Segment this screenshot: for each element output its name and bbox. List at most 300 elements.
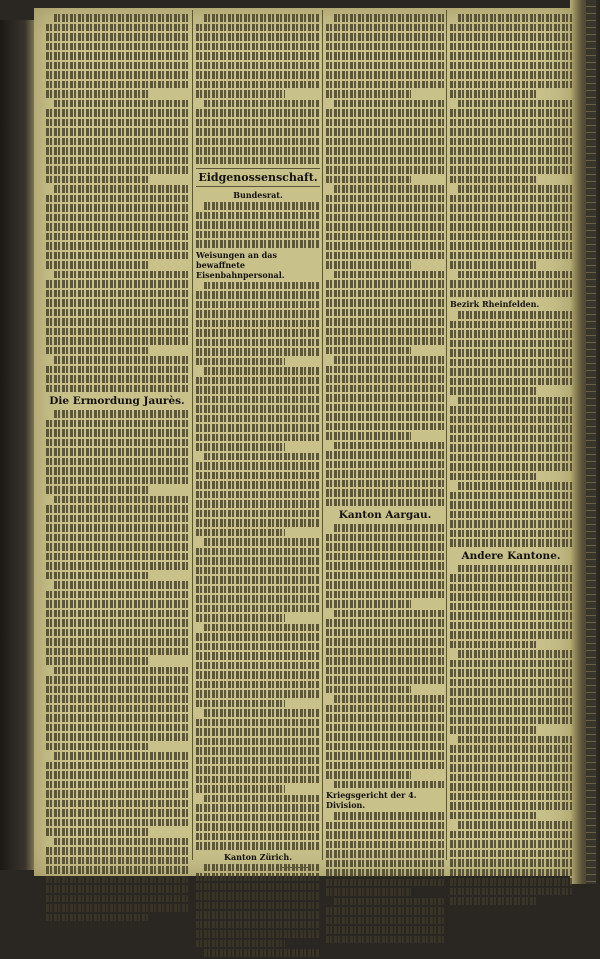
text-line <box>196 81 320 89</box>
column-4 <box>450 14 572 907</box>
text-line <box>450 802 572 810</box>
text-line <box>326 638 444 646</box>
text-line <box>326 879 444 887</box>
text-line <box>326 299 444 307</box>
text-line <box>450 368 572 376</box>
text-line <box>450 669 572 677</box>
text-line <box>46 562 188 570</box>
subheading-kriegsgericht: Kriegsgericht der 4. Division. <box>326 790 417 810</box>
text-line <box>46 33 188 41</box>
text-line <box>458 397 572 405</box>
text-line <box>204 367 320 375</box>
text-line <box>196 785 285 793</box>
text-line <box>204 100 320 108</box>
text-line <box>450 280 572 288</box>
text-line <box>458 100 572 108</box>
text-line <box>46 233 188 241</box>
text-line <box>326 214 444 222</box>
text-line <box>326 572 444 580</box>
text-line <box>450 252 572 260</box>
text-line <box>196 43 320 51</box>
text-line <box>326 534 444 542</box>
text-line <box>46 885 188 893</box>
text-line <box>450 157 572 165</box>
text-line <box>450 584 572 592</box>
text-line <box>46 204 188 212</box>
text-line <box>46 477 188 485</box>
text-line <box>196 240 320 248</box>
text-line <box>46 119 188 127</box>
text-line <box>46 686 188 694</box>
text-line <box>450 812 538 820</box>
text-line <box>46 109 188 117</box>
text-block <box>326 524 444 788</box>
text-line <box>46 866 188 874</box>
text-line <box>326 24 444 32</box>
text-line <box>326 600 411 608</box>
text-line <box>334 898 444 906</box>
text-line <box>458 821 572 829</box>
text-line <box>450 473 538 481</box>
text-line <box>450 233 572 241</box>
text-line <box>450 603 572 611</box>
section-heading-aargau: Kanton Aargau. <box>338 509 432 521</box>
text-line <box>196 823 320 831</box>
text-line <box>196 586 320 594</box>
text-line <box>196 491 320 499</box>
text-line <box>326 366 444 374</box>
text-line <box>196 329 320 337</box>
text-line <box>326 252 444 260</box>
text-line <box>326 71 444 79</box>
footer-rule <box>280 867 310 868</box>
text-line <box>196 567 320 575</box>
column-1 <box>46 14 188 923</box>
text-line <box>46 347 148 355</box>
text-line <box>196 231 320 239</box>
text-line <box>326 261 411 269</box>
text-line <box>326 619 444 627</box>
text-line <box>450 128 572 136</box>
text-line <box>326 138 444 146</box>
text-line <box>326 394 444 402</box>
text-line <box>450 444 572 452</box>
text-line <box>196 396 320 404</box>
book-left-edge <box>0 20 36 870</box>
text-line <box>326 499 444 507</box>
book-spine <box>570 0 600 884</box>
text-line <box>326 204 444 212</box>
text-line <box>46 128 188 136</box>
text-line <box>450 660 572 668</box>
text-line <box>326 489 444 497</box>
text-line <box>326 43 444 51</box>
text-line <box>450 242 572 250</box>
text-line <box>450 593 572 601</box>
text-line <box>196 310 320 318</box>
text-line <box>326 318 444 326</box>
text-line <box>196 33 320 41</box>
text-line <box>326 917 444 925</box>
text-line <box>450 52 572 60</box>
text-line <box>450 290 572 298</box>
text-line <box>204 709 320 717</box>
text-line <box>46 629 188 637</box>
column-rule <box>446 10 447 860</box>
text-line <box>46 591 188 599</box>
text-line <box>326 375 444 383</box>
article-heading-jaures: Die Ermordung Jaurès. <box>49 395 185 407</box>
text-line <box>326 147 444 155</box>
text-line <box>46 52 188 60</box>
text-line <box>196 109 320 117</box>
text-line <box>450 166 572 174</box>
text-line <box>196 548 320 556</box>
text-line <box>326 860 444 868</box>
text-line <box>196 138 320 146</box>
text-line <box>46 771 188 779</box>
text-line <box>196 62 320 70</box>
text-line <box>46 895 188 903</box>
text-line <box>46 261 148 269</box>
column-2 <box>196 14 320 959</box>
text-line <box>450 897 538 905</box>
text-line <box>326 762 444 770</box>
text-line <box>46 809 188 817</box>
text-line <box>450 119 572 127</box>
text-line <box>450 454 572 462</box>
text-line <box>450 321 572 329</box>
text-line <box>196 728 320 736</box>
text-line <box>450 138 572 146</box>
text-line <box>196 212 320 220</box>
text-line <box>196 128 320 136</box>
text-line <box>46 619 188 627</box>
text-line <box>46 781 188 789</box>
text-line <box>326 562 444 570</box>
text-line <box>334 185 444 193</box>
text-line <box>46 648 188 656</box>
text-line <box>46 543 188 551</box>
text-line <box>326 591 444 599</box>
text-line <box>54 581 188 589</box>
text-line <box>196 358 285 366</box>
text-line <box>196 652 320 660</box>
text-line <box>196 747 320 755</box>
text-block <box>196 14 320 164</box>
text-line <box>196 804 320 812</box>
text-line <box>46 81 188 89</box>
text-line <box>326 280 444 288</box>
text-line <box>46 280 188 288</box>
text-line <box>54 271 188 279</box>
text-line <box>334 271 444 279</box>
text-line <box>326 347 411 355</box>
text-line <box>196 700 285 708</box>
text-line <box>46 800 188 808</box>
text-line <box>458 14 572 22</box>
text-line <box>326 404 444 412</box>
text-line <box>46 914 148 922</box>
text-line <box>46 147 188 155</box>
text-line <box>450 349 572 357</box>
section-heading-andere-kantone: Andere Kantone. <box>461 549 561 562</box>
column-rule <box>192 10 193 860</box>
text-line <box>46 657 148 665</box>
text-line <box>326 33 444 41</box>
text-line <box>450 688 572 696</box>
text-line <box>326 714 444 722</box>
text-line <box>334 812 444 820</box>
text-line <box>46 375 188 383</box>
text-line <box>326 926 444 934</box>
text-line <box>46 252 188 260</box>
text-line <box>196 902 320 910</box>
text-line <box>334 524 444 532</box>
text-line <box>196 892 320 900</box>
text-line <box>46 695 188 703</box>
text-line <box>326 841 444 849</box>
text-line <box>450 622 572 630</box>
text-line <box>196 595 320 603</box>
text-line <box>326 128 444 136</box>
text-line <box>326 461 444 469</box>
text-line <box>196 633 320 641</box>
text-line <box>196 415 320 423</box>
text-line <box>326 676 444 684</box>
text-line <box>204 453 320 461</box>
text-line <box>326 888 411 896</box>
text-line <box>196 605 320 613</box>
text-line <box>46 458 188 466</box>
text-line <box>326 432 411 440</box>
text-line <box>450 261 538 269</box>
text-line <box>46 138 188 146</box>
text-line <box>204 538 320 546</box>
text-line <box>46 157 188 165</box>
text-line <box>196 738 320 746</box>
text-line <box>204 282 320 290</box>
text-line <box>204 795 320 803</box>
text-line <box>450 24 572 32</box>
text-line <box>326 724 444 732</box>
text-line <box>46 439 188 447</box>
text-line <box>450 511 572 519</box>
text-line <box>326 90 411 98</box>
text-line <box>54 667 188 675</box>
subheading-kanton-zurich: Kanton Zürich. <box>224 851 292 862</box>
text-line <box>326 553 444 561</box>
text-block <box>326 14 444 506</box>
text-line <box>458 650 572 658</box>
text-block <box>196 282 320 850</box>
text-line <box>46 290 188 298</box>
text-block <box>196 864 320 957</box>
text-line <box>450 204 572 212</box>
text-line <box>196 911 320 919</box>
text-line <box>450 755 572 763</box>
text-line <box>46 195 188 203</box>
text-line <box>450 90 538 98</box>
column-rule <box>322 10 323 860</box>
text-block <box>196 202 320 248</box>
text-line <box>196 147 320 155</box>
text-line <box>450 359 572 367</box>
text-line <box>450 463 572 471</box>
text-line <box>196 557 320 565</box>
text-line <box>450 425 572 433</box>
text-line <box>450 717 572 725</box>
text-line <box>196 814 320 822</box>
text-line <box>450 707 572 715</box>
text-line <box>54 100 188 108</box>
text-line <box>196 481 320 489</box>
text-line <box>326 667 444 675</box>
text-line <box>450 764 572 772</box>
text-line <box>326 850 444 858</box>
text-line <box>450 214 572 222</box>
text-line <box>196 386 320 394</box>
text-line <box>326 423 444 431</box>
text-line <box>326 233 444 241</box>
text-line <box>54 752 188 760</box>
text-line <box>204 949 320 957</box>
text-line <box>196 671 320 679</box>
text-line <box>54 410 188 418</box>
text-line <box>450 850 572 858</box>
text-line <box>450 831 572 839</box>
text-line <box>196 719 320 727</box>
text-line <box>46 486 148 494</box>
text-line <box>196 462 320 470</box>
text-line <box>46 309 188 317</box>
text-line <box>450 641 538 649</box>
text-line <box>450 416 572 424</box>
text-line <box>196 71 320 79</box>
text-line <box>326 733 444 741</box>
text-line <box>450 43 572 51</box>
text-line <box>326 385 444 393</box>
text-line <box>204 14 320 22</box>
text-line <box>196 52 320 60</box>
text-line <box>326 470 444 478</box>
text-line <box>196 377 320 385</box>
text-line <box>326 309 444 317</box>
text-line <box>46 724 188 732</box>
text-line <box>450 888 572 896</box>
text-line <box>326 543 444 551</box>
text-line <box>450 195 572 203</box>
text-line <box>196 24 320 32</box>
text-line <box>46 299 188 307</box>
text-line <box>196 842 320 850</box>
text-line <box>450 109 572 117</box>
text-line <box>196 529 285 537</box>
text-line <box>326 195 444 203</box>
subheading-weisungen: Weisungen an das bewaffnete Eisenbahnpersonal. <box>196 249 285 280</box>
text-line <box>196 681 320 689</box>
text-line <box>326 52 444 60</box>
text-line <box>334 781 444 789</box>
text-line <box>450 62 572 70</box>
text-line <box>46 318 188 326</box>
text-line <box>450 612 572 620</box>
text-line <box>46 676 188 684</box>
text-block <box>46 14 188 392</box>
text-line <box>196 339 320 347</box>
text-line <box>196 157 320 165</box>
text-line <box>46 705 188 713</box>
text-line <box>46 328 188 336</box>
text-line <box>450 340 572 348</box>
text-line <box>46 733 188 741</box>
text-line <box>46 385 188 393</box>
text-line <box>196 643 320 651</box>
text-line <box>46 337 188 345</box>
text-line <box>196 576 320 584</box>
text-line <box>450 501 572 509</box>
text-line <box>196 510 320 518</box>
text-line <box>450 33 572 41</box>
text-block <box>450 311 572 547</box>
text-line <box>458 482 572 490</box>
text-line <box>450 387 538 395</box>
text-line <box>196 434 320 442</box>
text-line <box>326 119 444 127</box>
text-line <box>326 581 444 589</box>
text-line <box>326 907 444 915</box>
text-line <box>196 119 320 127</box>
text-line <box>196 90 285 98</box>
text-line <box>326 822 444 830</box>
text-line <box>326 176 411 184</box>
text-line <box>46 448 188 456</box>
text-line <box>196 519 320 527</box>
text-line <box>54 838 188 846</box>
text-line <box>196 873 320 881</box>
text-line <box>326 413 444 421</box>
text-line <box>196 424 320 432</box>
text-line <box>196 472 320 480</box>
text-line <box>46 467 188 475</box>
text-line <box>450 745 572 753</box>
text-line <box>458 736 572 744</box>
text-line <box>196 776 320 784</box>
text-line <box>54 356 188 364</box>
text-line <box>196 662 320 670</box>
text-line <box>458 565 572 573</box>
text-line <box>46 71 188 79</box>
text-line <box>450 147 572 155</box>
text-line <box>46 600 188 608</box>
text-line <box>326 451 444 459</box>
text-line <box>450 698 572 706</box>
text-line <box>196 766 320 774</box>
text-line <box>334 356 444 364</box>
text-line <box>326 223 444 231</box>
text-line <box>450 71 572 79</box>
text-line <box>450 574 572 582</box>
text-line <box>204 624 320 632</box>
text-line <box>196 405 320 413</box>
text-block <box>46 410 188 921</box>
text-line <box>450 726 538 734</box>
text-line <box>450 631 572 639</box>
text-line <box>46 762 188 770</box>
text-line <box>450 435 572 443</box>
text-line <box>46 43 188 51</box>
text-line <box>458 311 572 319</box>
